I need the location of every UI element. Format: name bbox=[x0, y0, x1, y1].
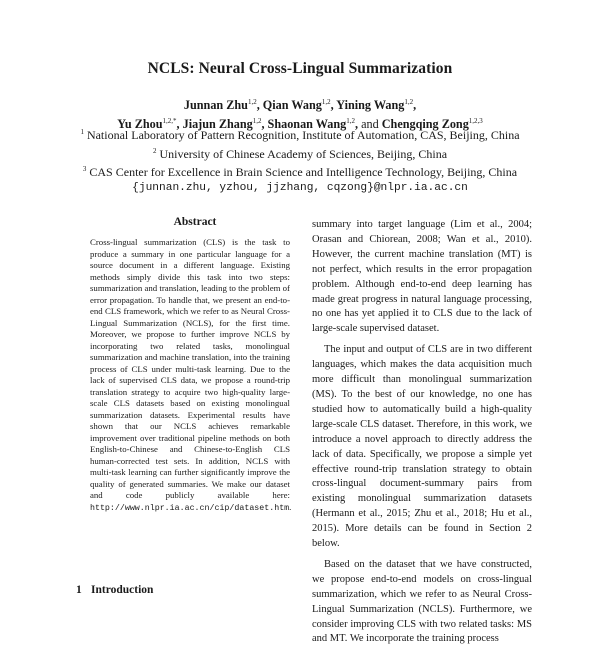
section-heading-introduction bbox=[76, 584, 306, 596]
author-line-1 bbox=[0, 94, 600, 113]
author: Shaonan Wang$^{1,2}$, bbox=[267, 117, 362, 131]
abstract-heading: Abstract bbox=[173, 216, 217, 228]
author-emails: {junnan.zhu, yzhou, jjzhang, cqzong}@nlpr.ia.ac.cn bbox=[132, 181, 468, 194]
right-column-body bbox=[312, 218, 532, 647]
body-paragraph: Based on the dataset that we have constructed, we propose end-to-end models on cross-lingual summarization, which we refer to as Neural Cross-Lingual Summarization (NCLS). Furthermore, we consider improving CLS with two related tasks: MS and MT. We incorporate the training process bbox=[312, 558, 532, 645]
dataset-link[interactable]: http://www.nlpr.ia.ac.cn/cip/dataset.htm bbox=[90, 503, 290, 513]
affiliation: $^2$ University of Chinese Academy of Sciences, Beijing, China bbox=[152, 146, 448, 161]
author: Yu Zhou$^{1,2,*}$, bbox=[117, 117, 183, 131]
section-title: Introduction bbox=[91, 584, 154, 596]
author: Yining Wang$^{1,2}$, bbox=[336, 98, 417, 112]
abstract-text: Cross-lingual summarization (CLS) is the task to produce a summary in one particular language for a source document in a different language. Existing methods simply divide this task into two steps: summarization and translation, leading to the problem of error propagation. To handle that, we present an end-to-end CLS framework, which we refer to as Neural Cross-Lingual Summarization (NCLS), for the first time. Moreover, we propose to further improve NCLS by incorporating two related tasks, monolingual summarization and machine translation, into the training process of CLS under multi-task learning. Due to the lack of supervised CLS data, we propose a round-trip translation strategy to acquire two high-quality large-scale CLS datasets based on existing monolingual summarization datasets. Experimental results have shown that our NCLS achieves remarkable improvement over traditional pipeline methods on both English-to-Chinese and Chinese-to-English CLS human-corrected test sets. In addition, NCLS with multi-task learning can further significantly improve the quality of generated summaries. We make our dataset and code publicly available here: http://www.nlpr.ia.ac.cn/cip/dataset.htm. bbox=[90, 237, 292, 513]
author: Qian Wang$^{1,2}$, bbox=[262, 98, 337, 112]
affiliation-list bbox=[0, 125, 600, 196]
author: Chengqing Zong$^{1,2,3}$ bbox=[381, 117, 483, 131]
affiliation: $^3$ CAS Center for Excellence in Brain Science and Intelligence Technology, Beijing, China bbox=[82, 165, 518, 179]
body-paragraph: summary into target language (Lim et al., 2004; Orasan and Chiorean, 2008; Wan et al., 2010). However, the current machine translation (MT) is not perfect, which results in the error propagation problem. Although end-to-end deep learning has made great progress in natural language processing, no one has yet applied it to CLS due to the lack of large-scale supervised dataset. bbox=[312, 219, 532, 335]
body-paragraph: The input and output of CLS are in two different languages, which makes the data acquisition much more difficult than monolingual summarization (MS). To the best of our knowledge, no one has studied how to automatically build a high-quality large-scale CLS dataset. Therefore, in this work, we introduce a novel approach to directly address the lack of data. Specifically, we propose a simple yet effective round-trip translation strategy to obtain cross-lingual document-summary pairs from existing monolingual summarization datasets (Hermann et al., 2015; Zhu et al., 2018; Hu et al., 2015). More details can be found in Section 2 below. bbox=[312, 344, 532, 550]
paper-title: NCLS: Neural Cross-Lingual Summarization bbox=[147, 60, 453, 77]
section-number: 1 bbox=[76, 584, 82, 596]
author-conjunction: and bbox=[361, 117, 379, 131]
author: Jiajun Zhang$^{1,2}$, bbox=[182, 117, 268, 131]
author: Junnan Zhu$^{1,2}$, bbox=[183, 98, 263, 112]
affiliation: $^1$ National Laboratory of Pattern Recognition, Institute of Automation, CAS, Beijing, China bbox=[80, 128, 520, 142]
